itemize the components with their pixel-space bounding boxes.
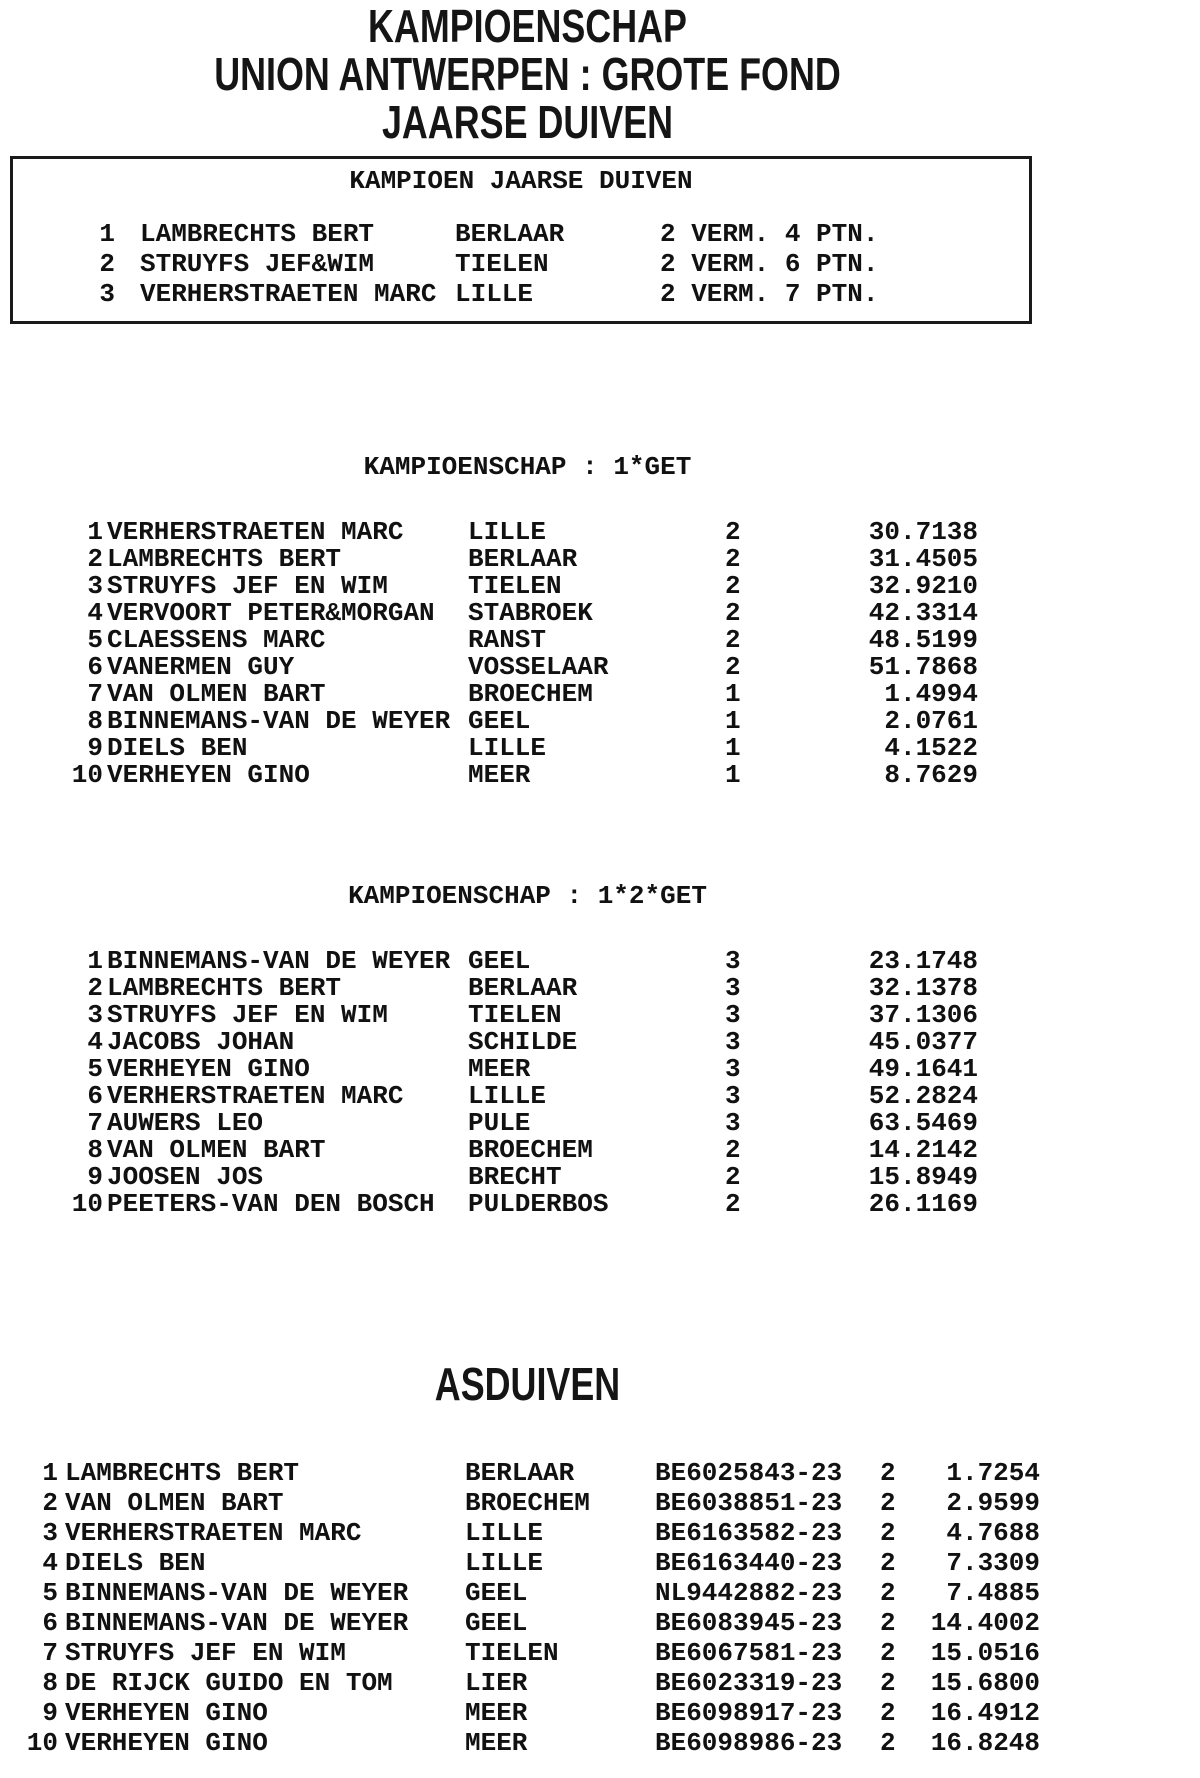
count-cell: 2 (725, 625, 741, 655)
points-cell: 49.1641 (868, 1054, 978, 1084)
name-cell: VERHEYEN GINO (65, 1728, 268, 1758)
table-row (0, 654, 1055, 681)
gap-cell (58, 1458, 65, 1488)
rank-cell: 3 (42, 1518, 58, 1548)
city-cell: STABROEK (468, 598, 593, 628)
count-cell: 2 (725, 1135, 741, 1165)
count-cell: 2 (725, 652, 741, 682)
name-cell: BINNEMANS-VAN DE WEYER (107, 948, 451, 975)
rank-cell: 2 (87, 544, 103, 574)
city-cell: TIELEN (468, 1000, 562, 1030)
name-cell: STRUYFS JEF EN WIM (107, 573, 388, 600)
ring-cell: BE6163440-23 (655, 1548, 843, 1578)
name-cell: VERHEYEN GINO (107, 1056, 310, 1083)
points-cell: 14.2142 (868, 1135, 978, 1165)
gap-cell (58, 1518, 65, 1548)
count-cell: 3 (725, 973, 741, 1003)
points-cell: 1.4994 (884, 679, 978, 709)
points-cell: 4.1522 (884, 733, 978, 763)
rank-cell: 8 (87, 706, 103, 736)
points-cell: 42.3314 (868, 598, 978, 628)
table-row (0, 546, 1055, 573)
rank-cell: 10 (26, 1728, 58, 1758)
champion-row (13, 279, 1029, 309)
name-cell: JOOSEN JOS (107, 1164, 264, 1191)
rank-cell: 1 (87, 517, 103, 547)
count-cell: 2 (880, 1728, 896, 1758)
table-row (0, 681, 1055, 708)
champion-row (13, 249, 1029, 279)
section-title-1get: KAMPIOENSCHAP : 1*GET (363, 452, 692, 482)
name-cell: STRUYFS JEF&WIM (140, 249, 375, 279)
gap-cell (58, 1548, 65, 1578)
table-row (0, 762, 1055, 789)
rank-cell: 5 (87, 1054, 103, 1084)
ring-cell: NL9442882-23 (655, 1578, 843, 1608)
table-row (0, 1137, 1055, 1164)
points-cell: 15.6800 (930, 1668, 1040, 1698)
city-cell: BERLAAR (455, 219, 565, 249)
table-row (0, 948, 1055, 975)
result-cell: 2 VERM. 4 PTN. (660, 219, 879, 249)
table-row (0, 1164, 1055, 1191)
name-cell: BINNEMANS-VAN DE WEYER (65, 1608, 409, 1638)
city-cell: LILLE (455, 279, 534, 309)
points-cell: 63.5469 (868, 1108, 978, 1138)
city-cell: TIELEN (468, 571, 562, 601)
points-cell: 1.7254 (946, 1458, 1040, 1488)
city-cell: LILLE (468, 733, 547, 763)
name-cell: VERHEYEN GINO (65, 1698, 268, 1728)
rank-cell: 7 (87, 1108, 103, 1138)
rank-cell: 2 (87, 973, 103, 1003)
name-cell: VERVOORT PETER&MORGAN (107, 600, 435, 627)
city-cell: GEEL (465, 1578, 528, 1608)
points-cell: 26.1169 (868, 1189, 978, 1219)
table-row (0, 519, 1055, 546)
city-cell: BERLAAR (465, 1458, 575, 1488)
rank-cell: 2 (42, 1488, 58, 1518)
city-cell: LILLE (465, 1548, 544, 1578)
points-cell: 7.4885 (946, 1578, 1040, 1608)
name-cell: VERHERSTRAETEN MARC (140, 279, 437, 309)
gap-cell (115, 249, 140, 279)
ranking-table-1-2get (0, 948, 1055, 1218)
count-cell: 2 (880, 1548, 896, 1578)
section-title-1-2get: KAMPIOENSCHAP : 1*2*GET (348, 881, 707, 911)
count-cell: 2 (725, 1189, 741, 1219)
ring-cell: BE6163582-23 (655, 1518, 843, 1548)
count-cell: 1 (725, 706, 741, 736)
points-cell: 2.0761 (884, 706, 978, 736)
points-cell: 2.9599 (946, 1488, 1040, 1518)
points-cell: 31.4505 (868, 544, 978, 574)
city-cell: TIELEN (465, 1638, 559, 1668)
count-cell: 2 (880, 1488, 896, 1518)
champion-box-title: KAMPIOEN JAARSE DUIVEN (349, 166, 693, 196)
count-cell: 2 (725, 544, 741, 574)
count-cell: 1 (725, 733, 741, 763)
table-row (0, 1002, 1055, 1029)
count-cell: 2 (725, 1162, 741, 1192)
name-cell: BINNEMANS-VAN DE WEYER (107, 708, 451, 735)
gap-cell (58, 1638, 65, 1668)
count-cell: 2 (880, 1458, 896, 1488)
name-cell: DIELS BEN (107, 735, 248, 762)
table-row (0, 1578, 1055, 1608)
points-cell: 51.7868 (868, 652, 978, 682)
city-cell: MEER (468, 760, 531, 790)
ring-cell: BE6067581-23 (655, 1638, 843, 1668)
city-cell: RANST (468, 625, 547, 655)
points-cell: 14.4002 (930, 1608, 1040, 1638)
name-cell: LAMBRECHTS BERT (140, 219, 375, 249)
city-cell: GEEL (468, 946, 531, 976)
name-cell: VERHERSTRAETEN MARC (65, 1518, 362, 1548)
name-cell: DIELS BEN (65, 1548, 206, 1578)
rank-cell: 10 (71, 1189, 103, 1219)
count-cell: 2 (880, 1578, 896, 1608)
page-title-line-3: JAARSE DUIVEN (381, 96, 674, 148)
table-row (0, 1110, 1055, 1137)
name-cell: LAMBRECHTS BERT (107, 975, 342, 1002)
points-cell: 52.2824 (868, 1081, 978, 1111)
table-row (0, 1191, 1055, 1218)
count-cell: 1 (725, 679, 741, 709)
gap-cell (58, 1728, 65, 1758)
name-cell: VERHEYEN GINO (107, 762, 310, 789)
points-cell: 7.3309 (946, 1548, 1040, 1578)
ring-cell: BE6038851-23 (655, 1488, 843, 1518)
rank-cell: 10 (71, 760, 103, 790)
city-cell: PULE (468, 1108, 531, 1138)
name-cell: LAMBRECHTS BERT (107, 546, 342, 573)
table-row (0, 1608, 1055, 1638)
ring-cell: BE6023319-23 (655, 1668, 843, 1698)
city-cell: BRECHT (468, 1162, 562, 1192)
points-cell: 16.4912 (930, 1698, 1040, 1728)
points-cell: 37.1306 (868, 1000, 978, 1030)
table-row (0, 1083, 1055, 1110)
name-cell: STRUYFS JEF EN WIM (65, 1638, 346, 1668)
city-cell: BROECHEM (468, 1135, 593, 1165)
rank-cell: 1 (87, 946, 103, 976)
points-cell: 45.0377 (868, 1027, 978, 1057)
name-cell: PEETERS-VAN DEN BOSCH (107, 1191, 435, 1218)
table-row (0, 1548, 1055, 1578)
points-cell: 48.5199 (868, 625, 978, 655)
city-cell: MEER (465, 1698, 528, 1728)
table-row (0, 573, 1055, 600)
rank-cell: 3 (99, 279, 115, 309)
champion-box (10, 156, 1032, 324)
city-cell: LILLE (468, 1081, 547, 1111)
gap-cell (58, 1488, 65, 1518)
city-cell: MEER (468, 1054, 531, 1084)
table-row (0, 1518, 1055, 1548)
count-cell: 2 (880, 1698, 896, 1728)
gap-cell (58, 1608, 65, 1638)
count-cell: 2 (880, 1608, 896, 1638)
city-cell: LIER (465, 1668, 528, 1698)
rank-cell: 8 (42, 1668, 58, 1698)
count-cell: 2 (880, 1668, 896, 1698)
table-row (0, 1029, 1055, 1056)
city-cell: VOSSELAAR (468, 652, 609, 682)
points-cell: 4.7688 (946, 1518, 1040, 1548)
rank-cell: 3 (87, 1000, 103, 1030)
city-cell: BROECHEM (465, 1488, 590, 1518)
city-cell: LILLE (465, 1518, 544, 1548)
champion-row (13, 219, 1029, 249)
ring-cell: BE6083945-23 (655, 1608, 843, 1638)
points-cell: 15.0516 (930, 1638, 1040, 1668)
gap-cell (115, 219, 140, 249)
rank-cell: 3 (87, 571, 103, 601)
rank-cell: 6 (87, 1081, 103, 1111)
city-cell: GEEL (468, 706, 531, 736)
gap-cell (58, 1668, 65, 1698)
table-row (0, 627, 1055, 654)
city-cell: PULDERBOS (468, 1189, 609, 1219)
city-cell: MEER (465, 1728, 528, 1758)
table-row (0, 1698, 1055, 1728)
city-cell: TIELEN (455, 249, 549, 279)
asduiven-table (0, 1458, 1055, 1758)
ranking-table-1get (0, 519, 1055, 789)
city-cell: GEEL (465, 1608, 528, 1638)
name-cell: VAN OLMEN BART (65, 1488, 284, 1518)
ring-cell: BE6098917-23 (655, 1698, 843, 1728)
rank-cell: 9 (42, 1698, 58, 1728)
ring-cell: BE6098986-23 (655, 1728, 843, 1758)
city-cell: BERLAAR (468, 973, 578, 1003)
name-cell: CLAESSENS MARC (107, 627, 326, 654)
champion-box-rows (13, 219, 1029, 309)
table-row (0, 1728, 1055, 1758)
table-row (0, 975, 1055, 1002)
name-cell: VANERMEN GUY (107, 654, 295, 681)
count-cell: 3 (725, 1108, 741, 1138)
points-cell: 32.1378 (868, 973, 978, 1003)
name-cell: LAMBRECHTS BERT (65, 1458, 300, 1488)
points-cell: 8.7629 (884, 760, 978, 790)
points-cell: 16.8248 (930, 1728, 1040, 1758)
ring-cell: BE6025843-23 (655, 1458, 843, 1488)
asduiven-heading: ASDUIVEN (434, 1358, 621, 1410)
name-cell: STRUYFS JEF EN WIM (107, 1002, 388, 1029)
table-row (0, 1458, 1055, 1488)
rank-cell: 7 (42, 1638, 58, 1668)
rank-cell: 4 (87, 1027, 103, 1057)
name-cell: JACOBS JOHAN (107, 1029, 295, 1056)
gap-cell (58, 1578, 65, 1608)
count-cell: 3 (725, 1027, 741, 1057)
points-cell: 23.1748 (868, 946, 978, 976)
name-cell: VAN OLMEN BART (107, 681, 326, 708)
rank-cell: 6 (87, 652, 103, 682)
gap-cell (58, 1698, 65, 1728)
asduiven-heading-wrap (0, 1360, 1055, 1408)
rank-cell: 9 (87, 1162, 103, 1192)
rank-cell: 6 (42, 1608, 58, 1638)
rank-cell: 5 (42, 1578, 58, 1608)
table-row (0, 1056, 1055, 1083)
count-cell: 2 (725, 598, 741, 628)
count-cell: 3 (725, 1000, 741, 1030)
city-cell: BROECHEM (468, 679, 593, 709)
page-title (0, 0, 1055, 146)
name-cell: VERHERSTRAETEN MARC (107, 1083, 404, 1110)
count-cell: 2 (880, 1638, 896, 1668)
rank-cell: 4 (87, 598, 103, 628)
name-cell: VAN OLMEN BART (107, 1137, 326, 1164)
count-cell: 1 (725, 760, 741, 790)
points-cell: 32.9210 (868, 571, 978, 601)
table-row (0, 1668, 1055, 1698)
city-cell: SCHILDE (468, 1027, 578, 1057)
page-title-line-1: KAMPIOENSCHAP (368, 0, 687, 52)
gap-cell (115, 279, 140, 309)
rank-cell: 9 (87, 733, 103, 763)
count-cell: 3 (725, 1081, 741, 1111)
table-row (0, 1488, 1055, 1518)
count-cell: 3 (725, 1054, 741, 1084)
rank-cell: 5 (87, 625, 103, 655)
rank-cell: 4 (42, 1548, 58, 1578)
count-cell: 2 (725, 517, 741, 547)
table-row (0, 708, 1055, 735)
table-row (0, 735, 1055, 762)
count-cell: 3 (725, 946, 741, 976)
result-cell: 2 VERM. 6 PTN. (660, 249, 879, 279)
count-cell: 2 (880, 1518, 896, 1548)
city-cell: BERLAAR (468, 544, 578, 574)
points-cell: 30.7138 (868, 517, 978, 547)
name-cell: AUWERS LEO (107, 1110, 264, 1137)
page-title-line-2: UNION ANTWERPEN : GROTE FOND (214, 48, 841, 100)
name-cell: DE RIJCK GUIDO EN TOM (65, 1668, 393, 1698)
rank-cell: 1 (99, 219, 115, 249)
points-cell: 15.8949 (868, 1162, 978, 1192)
count-cell: 2 (725, 571, 741, 601)
name-cell: BINNEMANS-VAN DE WEYER (65, 1578, 409, 1608)
result-cell: 2 VERM. 7 PTN. (660, 279, 879, 309)
rank-cell: 8 (87, 1135, 103, 1165)
table-row (0, 600, 1055, 627)
rank-cell: 7 (87, 679, 103, 709)
table-row (0, 1638, 1055, 1668)
rank-cell: 1 (42, 1458, 58, 1488)
name-cell: VERHERSTRAETEN MARC (107, 519, 404, 546)
city-cell: LILLE (468, 517, 547, 547)
rank-cell: 2 (99, 249, 115, 279)
